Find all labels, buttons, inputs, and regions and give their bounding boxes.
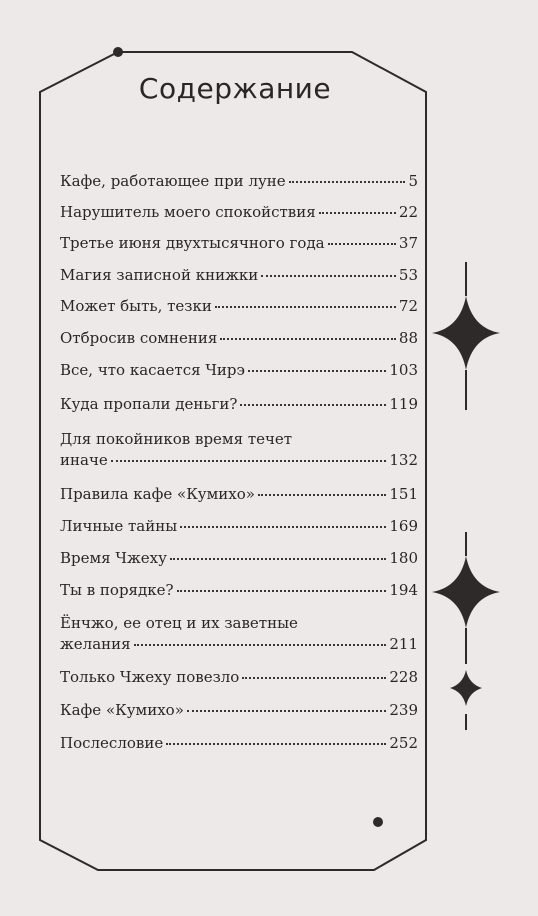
toc-entry-title: Кафе, работающее при луне	[60, 172, 286, 190]
toc-entry	[60, 265, 418, 286]
toc-entry-page: 169	[389, 517, 418, 535]
toc-entry-title: желания	[60, 635, 131, 653]
toc-entry-page: 228	[389, 668, 418, 686]
toc-entry-title: Личные тайны	[60, 517, 178, 535]
leader-dots	[177, 590, 387, 592]
page-title: Содержание	[138, 72, 332, 105]
leader-dots	[170, 558, 386, 560]
toc-entry-page: 37	[398, 234, 418, 252]
leader-dots	[258, 494, 386, 496]
toc-entry	[60, 171, 418, 192]
toc-entry-page: 103	[389, 361, 418, 379]
toc-entry-page: 211	[389, 635, 418, 653]
leader-dots	[111, 460, 387, 462]
leader-dots	[134, 644, 387, 646]
toc-entry	[60, 516, 418, 537]
toc-entry-page: 88	[398, 329, 418, 347]
leader-dots	[248, 370, 386, 372]
leader-dots	[166, 743, 386, 745]
leader-dots	[319, 212, 396, 214]
toc-entry-title: Все, что касается Чирэ	[60, 361, 245, 379]
toc-entry-page: 180	[389, 549, 418, 567]
leader-dots	[220, 338, 396, 340]
toc-entry	[60, 202, 418, 223]
toc-entry	[60, 613, 418, 655]
star-icon	[432, 556, 500, 628]
toc-entry-title-line1: Для покойников время течет	[60, 430, 293, 448]
toc-entry-page: 151	[389, 485, 418, 503]
toc-entry	[60, 700, 418, 721]
toc-entry-page: 22	[398, 203, 418, 221]
toc-entry-title: Куда пропали деньги?	[60, 395, 238, 413]
frame-dot-bottom	[373, 817, 383, 827]
toc-entry	[60, 580, 418, 601]
toc-entry	[60, 328, 418, 349]
leader-dots	[242, 677, 386, 679]
toc-entry	[60, 548, 418, 569]
toc-entry	[60, 429, 418, 471]
toc-entry-title: Может быть, тезки	[60, 297, 212, 315]
toc-entry-title: Кафе «Кумихо»	[60, 701, 184, 719]
toc-entry-title: Магия записной книжки	[60, 266, 259, 284]
toc-entry-page: 72	[398, 297, 418, 315]
toc-entry-page: 239	[389, 701, 418, 719]
toc-entry-title: иначе	[60, 451, 108, 469]
toc-entry-title: Послесловие	[60, 734, 164, 752]
toc-entry-title-line1: Ёнчжо, ее отец и их заветные	[60, 614, 298, 632]
frame-dot-top	[113, 47, 123, 57]
toc-entry-page: 119	[389, 395, 418, 413]
toc-entry	[60, 394, 418, 415]
star-icon	[450, 670, 482, 706]
leader-dots	[187, 710, 386, 712]
leader-dots	[289, 181, 406, 183]
toc-entry-page: 53	[398, 266, 418, 284]
star-icon	[432, 296, 500, 370]
toc-entry	[60, 233, 418, 254]
leader-dots	[215, 306, 396, 308]
leader-dots	[240, 404, 386, 406]
leader-dots	[261, 275, 396, 277]
toc-entry-page: 5	[408, 172, 418, 190]
toc-entry-page: 194	[389, 581, 418, 599]
toc-entry-title: Отбросив сомнения	[60, 329, 218, 347]
toc-entry-title: Время Чжеху	[60, 549, 167, 567]
toc-entry	[60, 360, 418, 381]
toc-entry	[60, 667, 418, 688]
toc-entry-page: 132	[389, 451, 418, 469]
toc-entry-title: Ты в порядке?	[60, 581, 174, 599]
toc-entry	[60, 484, 418, 505]
toc-entry-title: Третье июня двухтысячного года	[60, 234, 325, 252]
leader-dots	[180, 526, 386, 528]
toc-entry-title: Нарушитель моего спокойствия	[60, 203, 316, 221]
toc-entry-page: 252	[389, 734, 418, 752]
leader-dots	[328, 243, 396, 245]
toc-entry	[60, 733, 418, 754]
toc-entry-title: Только Чжеху повезло	[60, 668, 240, 686]
toc-entry-title: Правила кафе «Кумихо»	[60, 485, 255, 503]
toc-entry	[60, 296, 418, 317]
